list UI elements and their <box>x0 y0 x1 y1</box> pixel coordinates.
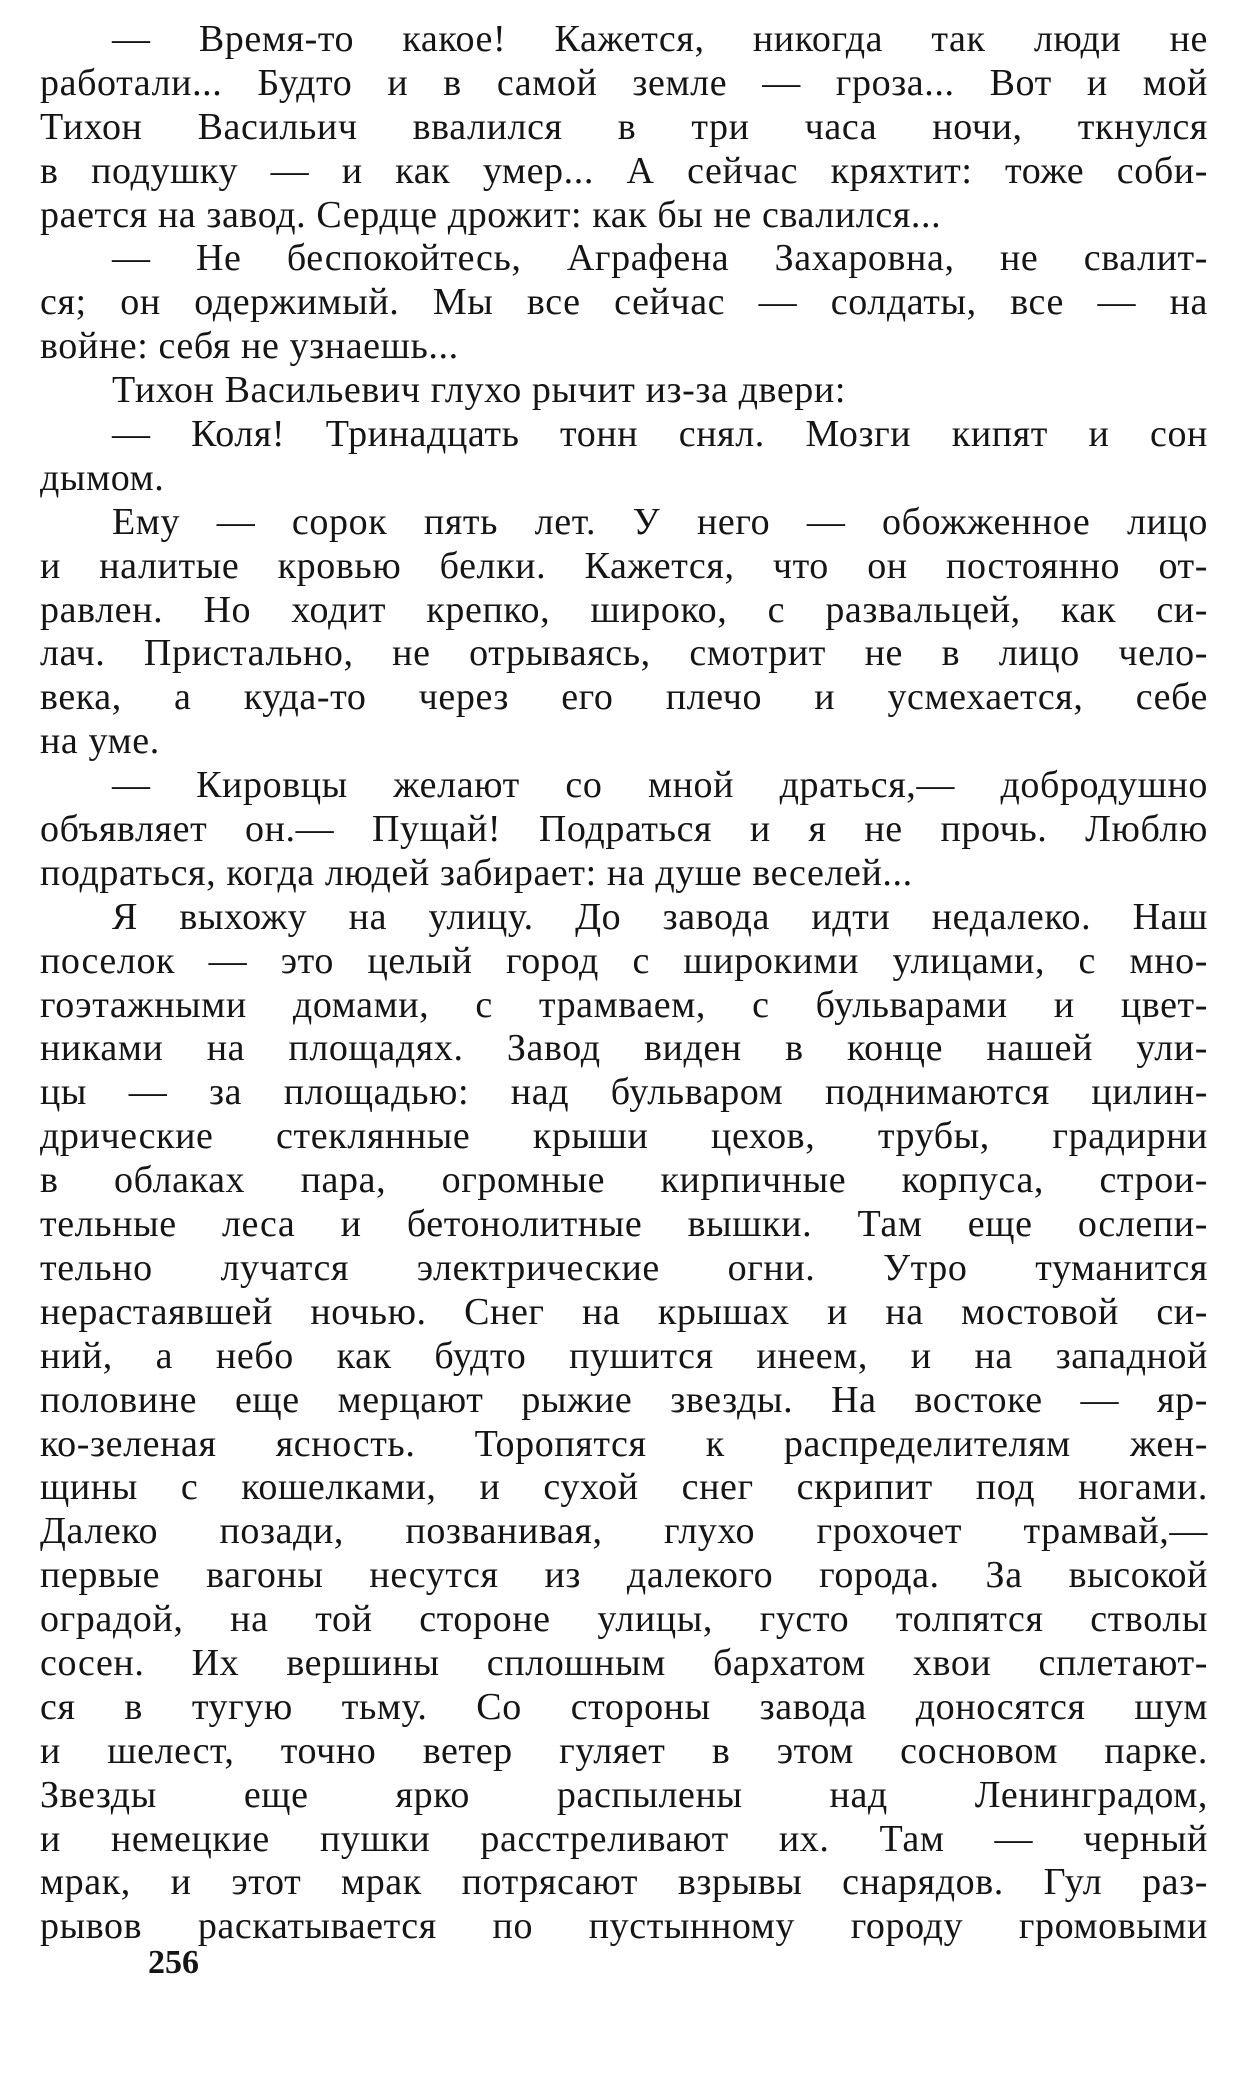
text-line: лач. Пристально, не отрываясь, смотрит не в лицо чело- <box>40 632 1208 675</box>
text-line: дымом. <box>40 456 165 499</box>
text-line: объявляет он.— Пущай! Подраться и я не прочь. Люблю <box>40 808 1208 851</box>
text-line: никами на площадях. Завод виден в конце нашей ули- <box>40 1027 1208 1070</box>
text-line: ко-зеленая ясность. Торопятся к распределителям жен- <box>40 1422 1208 1465</box>
text-line: поселок — это целый город с широкими улицами, с мно- <box>40 939 1208 982</box>
text-line: Звезды еще ярко распылены над Ленинградом, <box>40 1773 1208 1816</box>
text-line: Тихон Васильевич глухо рычит из-за двери: <box>112 369 847 412</box>
text-line: цы — за площадью: над бульваром поднимаются цилин- <box>40 1071 1208 1114</box>
text-line: мрак, и этот мрак потрясают взрывы снарядов. Гул раз- <box>40 1861 1208 1904</box>
text-line: работали... Будто и в самой земле — гроза... Вот и мой <box>40 61 1208 104</box>
text-line: — Коля! Тринадцать тонн снял. Мозги кипят и сон <box>112 413 1208 456</box>
text-line: — Время-то какое! Кажется, никогда так люди не <box>112 18 1208 60</box>
text-line: ся в тугую тьму. Со стороны завода доносятся шум <box>40 1685 1208 1728</box>
text-line: рается на завод. Сердце дрожит: как бы не свалился... <box>40 193 942 236</box>
text-line: ний, а небо как будто пушится инеем, и на западной <box>40 1334 1208 1377</box>
text-line: века, а куда-то через его плечо и усмехается, себе <box>40 676 1208 719</box>
text-line: нерастаявшей ночью. Снег на крышах и на мостовой си- <box>40 1290 1208 1333</box>
text-line: Тихон Васильич ввалился в три часа ночи, ткнулся <box>40 105 1208 148</box>
page-text <box>40 18 1208 1949</box>
text-line: и налитые кровью белки. Кажется, что он постоянно от- <box>40 544 1208 587</box>
text-line: и шелест, точно ветер гуляет в этом сосновом парке. <box>40 1729 1208 1772</box>
text-line: половине еще мерцают рыжие звезды. На востоке — яр- <box>40 1378 1208 1421</box>
text-line: на уме. <box>40 720 160 763</box>
text-line: Я выхожу на улицу. До завода идти недалеко. Наш <box>112 895 1208 938</box>
text-line: войне: себя не узнаешь... <box>40 325 459 368</box>
text-line: равлен. Но ходит крепко, широко, с развальцей, как си- <box>40 588 1208 631</box>
text-line: Далеко позади, позванивая, глухо грохочет трамвай,— <box>40 1510 1208 1553</box>
text-line: оградой, на той стороне улицы, густо толпятся стволы <box>40 1598 1208 1641</box>
text-line: и немецкие пушки расстреливают их. Там — черный <box>40 1817 1208 1860</box>
text-line: рывов раскатывается по пустынному городу громовыми <box>40 1905 1208 1948</box>
text-line: Ему — сорок пять лет. У него — обожженное лицо <box>112 500 1208 543</box>
text-line: первые вагоны несутся из далекого города. За высокой <box>40 1554 1208 1597</box>
text-line: дрические стеклянные крыши цехов, трубы, градирни <box>40 1115 1208 1158</box>
text-line: тельные леса и бетонолитные вышки. Там еще ослепи- <box>40 1203 1208 1246</box>
text-line: в подушку — и как умер... А сейчас кряхтит: тоже соби- <box>40 149 1208 192</box>
text-line: гоэтажными домами, с трамваем, с бульварами и цвет- <box>40 983 1208 1026</box>
text-line: подраться, когда людей забирает: на душе веселей... <box>40 851 913 894</box>
text-line: сосен. Их вершины сплошным бархатом хвои сплетают- <box>40 1641 1208 1684</box>
text-line: — Кировцы желают со мной драться,— добродушно <box>112 764 1208 807</box>
text-line: в облаках пара, огромные кирпичные корпуса, строи- <box>40 1159 1208 1202</box>
page-number: 256 <box>148 1944 199 1981</box>
text-line: щины с кошелками, и сухой снег скрипит под ногами. <box>40 1466 1208 1509</box>
text-line: ся; он одержимый. Мы все сейчас — солдаты, все — на <box>40 281 1208 324</box>
text-line: тельно лучатся электрические огни. Утро туманится <box>40 1246 1208 1289</box>
text-line: — Не беспокойтесь, Аграфена Захаровна, не свалит- <box>112 237 1208 280</box>
